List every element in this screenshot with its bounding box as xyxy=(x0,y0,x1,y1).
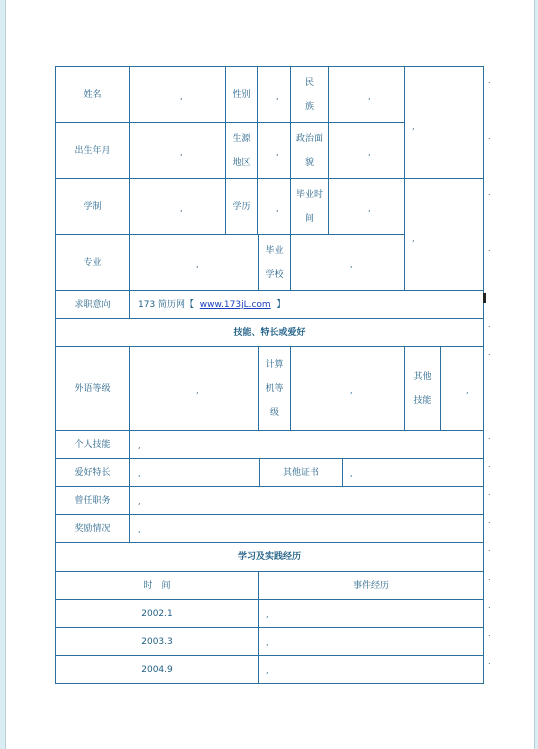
personal-skill-value-cell[interactable] xyxy=(129,430,484,459)
website-link[interactable]: www.173jL.com xyxy=(199,299,271,310)
grad-time-label-line2: 间 xyxy=(304,213,314,224)
row-end-mark: . xyxy=(488,348,491,357)
political-label xyxy=(290,122,329,179)
other-skills-label xyxy=(404,346,441,431)
origin-label-line2: 地区 xyxy=(232,157,251,168)
schooling-label: 学制 xyxy=(55,178,130,235)
other-cert-label: 其他证书 xyxy=(259,458,343,487)
degree-value-cell[interactable] xyxy=(257,178,291,235)
political-label-line2: 貌 xyxy=(304,157,314,168)
computer-level-label xyxy=(258,346,291,431)
row-end-mark: . xyxy=(488,76,491,85)
photo-cell[interactable] xyxy=(404,66,484,179)
cell-end-mark: , xyxy=(180,92,183,101)
cell-end-mark: , xyxy=(368,148,371,157)
foreign-language-label: 外语等级 xyxy=(55,346,130,431)
cell-end-mark: , xyxy=(466,386,469,395)
row-end-mark: . xyxy=(488,432,491,441)
gender-value-cell[interactable] xyxy=(257,66,291,123)
cell-end-mark: , xyxy=(350,469,353,478)
cell-end-mark: , xyxy=(266,638,269,647)
ethnic-label-line2: 族 xyxy=(304,101,314,112)
row-end-mark: . xyxy=(488,460,491,469)
computer-level-label-line2: 机等 xyxy=(265,383,284,394)
name-label: 姓名 xyxy=(55,66,130,123)
row-end-mark: . xyxy=(488,516,491,525)
ethnic-label-line1: 民 xyxy=(304,77,314,88)
computer-level-label-line3: 级 xyxy=(269,407,279,418)
cell-end-mark: , xyxy=(350,260,353,269)
other-skills-label-line2: 技能 xyxy=(413,395,432,406)
foreign-language-value-cell[interactable] xyxy=(129,346,259,431)
row-end-mark: . xyxy=(488,132,491,141)
time-column-header: 时 间 xyxy=(55,571,259,600)
row-end-mark: . xyxy=(488,188,491,197)
timeline-time-cell: 2002.1 xyxy=(55,599,259,628)
cell-end-mark: , xyxy=(180,204,183,213)
cell-end-mark: , xyxy=(138,525,141,534)
computer-level-value-cell[interactable] xyxy=(290,346,405,431)
major-label: 专业 xyxy=(55,234,130,291)
cell-end-mark: , xyxy=(276,92,279,101)
grad-school-value-cell[interactable] xyxy=(290,234,405,291)
row-end-mark: . xyxy=(488,320,491,329)
timeline-time-cell: 2003.3 xyxy=(55,627,259,656)
grad-time-label-line1: 毕业时 xyxy=(295,189,323,200)
row-end-mark: . xyxy=(488,488,491,497)
cell-end-mark: , xyxy=(196,386,199,395)
row-end-mark: . xyxy=(488,244,491,253)
cell-end-mark: , xyxy=(138,469,141,478)
computer-level-label-line1: 计算 xyxy=(265,359,284,370)
job-intention-suffix: 】 xyxy=(276,299,286,310)
cell-end-mark: , xyxy=(412,122,415,131)
study-section-header: 学习及实践经历 xyxy=(55,542,484,572)
birth-value-cell[interactable] xyxy=(129,122,226,179)
name-value-cell[interactable] xyxy=(129,66,226,123)
cell-end-mark: , xyxy=(266,610,269,619)
timeline-event-cell[interactable] xyxy=(258,655,484,684)
political-label-line1: 政治面 xyxy=(295,133,323,144)
grad-school-label xyxy=(258,234,291,291)
awards-value-cell[interactable] xyxy=(129,514,484,543)
row-end-mark: . xyxy=(488,573,491,582)
grad-school-label-line1: 毕业 xyxy=(265,245,284,256)
job-intention-label: 求职意向 xyxy=(55,290,130,319)
gender-label: 性别 xyxy=(225,66,258,123)
hobby-label: 爱好特长 xyxy=(55,458,130,487)
birth-label: 出生年月 xyxy=(55,122,130,179)
other-cert-value-cell[interactable] xyxy=(342,458,484,487)
row-end-mark: . xyxy=(488,544,491,553)
job-intention-prefix: 173 简历网【 xyxy=(138,299,195,310)
origin-label-line1: 生源 xyxy=(232,133,251,144)
cell-end-mark: , xyxy=(138,441,141,450)
cell-end-mark: , xyxy=(368,204,371,213)
cell-end-mark: , xyxy=(180,148,183,157)
cell-end-mark: , xyxy=(350,386,353,395)
job-intention-value[interactable] xyxy=(129,290,484,319)
origin-label xyxy=(225,122,258,179)
ethnic-value-cell[interactable] xyxy=(328,66,405,123)
cell-end-mark: , xyxy=(138,497,141,506)
position-held-label: 曾任职务 xyxy=(55,486,130,515)
political-value-cell[interactable] xyxy=(328,122,405,179)
awards-label: 奖励情况 xyxy=(55,514,130,543)
cell-end-mark: , xyxy=(276,204,279,213)
row-end-mark: . xyxy=(488,629,491,638)
origin-value-cell[interactable] xyxy=(257,122,291,179)
skills-section-header: 技能、特长或爱好 xyxy=(55,318,484,347)
cell-end-mark: , xyxy=(196,260,199,269)
text-cursor xyxy=(483,293,486,303)
timeline-event-cell[interactable] xyxy=(258,599,484,628)
event-column-header: 事件经历 xyxy=(258,571,484,600)
grad-time-value-cell[interactable] xyxy=(328,178,405,235)
personal-skill-label: 个人技能 xyxy=(55,430,130,459)
schooling-value-cell[interactable] xyxy=(129,178,226,235)
other-skills-value-cell[interactable] xyxy=(440,346,484,431)
row-end-mark: . xyxy=(488,601,491,610)
cell-end-mark: , xyxy=(368,92,371,101)
other-skills-label-line1: 其他 xyxy=(413,371,432,382)
grad-time-label xyxy=(290,178,329,235)
timeline-time-cell: 2004.9 xyxy=(55,655,259,684)
cell-end-mark: , xyxy=(266,666,269,675)
cell-end-mark: , xyxy=(276,148,279,157)
hobby-value-cell[interactable] xyxy=(129,458,260,487)
grad-school-label-line2: 学校 xyxy=(265,269,284,280)
ethnic-label xyxy=(290,66,329,123)
position-held-value-cell[interactable] xyxy=(129,486,484,515)
photo-cell-lower[interactable] xyxy=(404,178,484,291)
major-value-cell[interactable] xyxy=(129,234,259,291)
timeline-event-cell[interactable] xyxy=(258,627,484,656)
cell-end-mark: , xyxy=(412,234,415,243)
degree-label: 学历 xyxy=(225,178,258,235)
row-end-mark: . xyxy=(488,657,491,666)
